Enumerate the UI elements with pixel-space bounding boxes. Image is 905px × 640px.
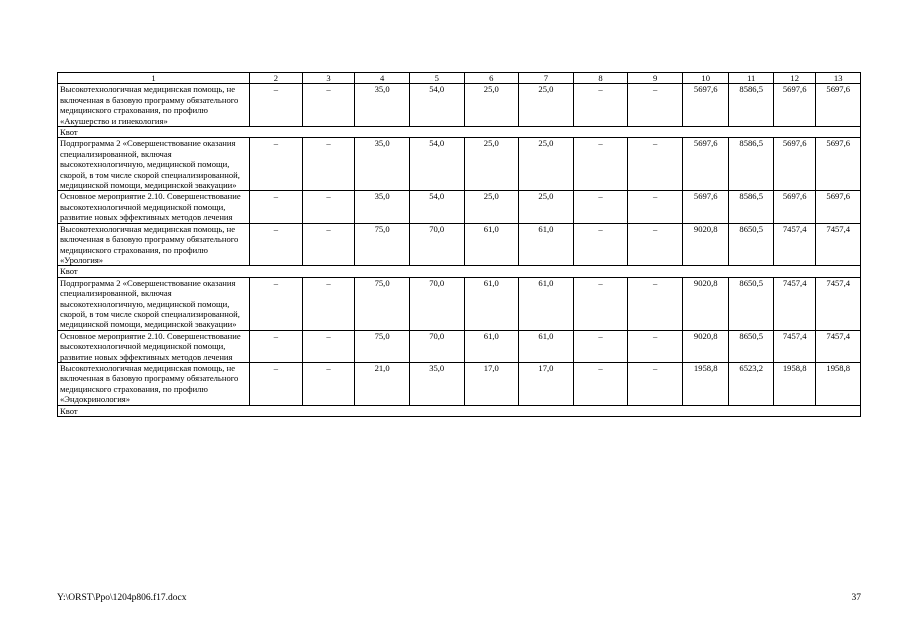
table-cell: 5697,6 [773, 138, 815, 191]
column-header: 10 [682, 73, 729, 84]
table-cell: – [573, 84, 628, 127]
table-row [58, 223, 861, 266]
table-cell: 7457,4 [816, 277, 861, 330]
table-cell: – [302, 330, 355, 362]
table-cell: 5697,6 [816, 191, 861, 223]
table-cell: – [573, 362, 628, 405]
table-cell: 9020,8 [682, 223, 729, 266]
table-cell: – [302, 277, 355, 330]
table-cell: 75,0 [355, 277, 410, 330]
table-cell: 61,0 [464, 223, 519, 266]
table-cell: 35,0 [355, 138, 410, 191]
table-row [58, 362, 861, 405]
table-cell: – [250, 84, 303, 127]
table-cell: 61,0 [519, 277, 574, 330]
table-row [58, 191, 861, 223]
table-cell: 9020,8 [682, 330, 729, 362]
unit-row [58, 405, 861, 416]
table-cell: 70,0 [409, 277, 464, 330]
column-header: 11 [729, 73, 773, 84]
table-cell: – [302, 84, 355, 127]
table-cell: – [302, 138, 355, 191]
column-header: 2 [250, 73, 303, 84]
table-cell: – [628, 191, 683, 223]
table-row [58, 277, 861, 330]
table-cell: – [573, 138, 628, 191]
table-cell: 5697,6 [682, 84, 729, 127]
table-cell: 17,0 [464, 362, 519, 405]
table-cell: – [250, 277, 303, 330]
table-cell: 25,0 [464, 84, 519, 127]
table-cell: 75,0 [355, 223, 410, 266]
table-body [58, 73, 861, 417]
table-cell: – [250, 362, 303, 405]
unit-label: Квот [58, 127, 861, 138]
table-cell: 8586,5 [729, 191, 773, 223]
table-row [58, 84, 861, 127]
table-cell: 7457,4 [816, 330, 861, 362]
row-name: Высокотехнологичная медицинская помощь, не включенная в базовую программу обязательного медицинского страхования, по профилю «Акушерство и гинекология» [58, 84, 250, 127]
column-header: 13 [816, 73, 861, 84]
table-cell: 9020,8 [682, 277, 729, 330]
footer-file-path: Y:\ORST\Ppo\1204p806.f17.docx [57, 593, 187, 603]
row-name: Подпрограмма 2 «Совершенствование оказания специализированной, включая высокотехнологичную, медицинской помощи, скорой, в том числе скорой специализированной, медицинской помощи, медицинской эвакуации» [58, 277, 250, 330]
table-cell: – [628, 362, 683, 405]
table-cell: 8586,5 [729, 84, 773, 127]
table-cell: 1958,8 [682, 362, 729, 405]
table-cell: 5697,6 [816, 84, 861, 127]
table-cell: 54,0 [409, 191, 464, 223]
table-cell: 35,0 [355, 84, 410, 127]
table-cell: – [628, 84, 683, 127]
table-cell: 1958,8 [816, 362, 861, 405]
column-header: 3 [302, 73, 355, 84]
table-cell: – [302, 362, 355, 405]
column-header: 7 [519, 73, 574, 84]
table-cell: 25,0 [519, 191, 574, 223]
unit-row [58, 127, 861, 138]
table-cell: 17,0 [519, 362, 574, 405]
table-cell: 8650,5 [729, 277, 773, 330]
column-header: 4 [355, 73, 410, 84]
table-cell: 5697,6 [773, 191, 815, 223]
table-cell: 75,0 [355, 330, 410, 362]
table-cell: – [628, 330, 683, 362]
row-name: Основное мероприятие 2.10. Совершенствование высокотехнологичной медицинской помощи, развитие новых эффективных методов лечения [58, 191, 250, 223]
column-header: 5 [409, 73, 464, 84]
column-header: 8 [573, 73, 628, 84]
table-cell: 5697,6 [816, 138, 861, 191]
table-cell: 25,0 [464, 138, 519, 191]
column-header: 6 [464, 73, 519, 84]
table-cell: 7457,4 [773, 223, 815, 266]
unit-label: Квот [58, 405, 861, 416]
header-row [58, 73, 861, 84]
table-cell: – [628, 223, 683, 266]
table-cell: 5697,6 [682, 138, 729, 191]
table-cell: 61,0 [464, 277, 519, 330]
table-cell: 25,0 [519, 138, 574, 191]
table-cell: 5697,6 [773, 84, 815, 127]
table-cell: 61,0 [519, 330, 574, 362]
table-cell: – [573, 223, 628, 266]
table-cell: 25,0 [464, 191, 519, 223]
table-cell: 61,0 [464, 330, 519, 362]
unit-row [58, 266, 861, 277]
table-row [58, 330, 861, 362]
table-cell: 7457,4 [816, 223, 861, 266]
table-cell: 7457,4 [773, 277, 815, 330]
table-cell: – [250, 138, 303, 191]
table-cell: 54,0 [409, 138, 464, 191]
table-cell: 5697,6 [682, 191, 729, 223]
table-cell: 70,0 [409, 223, 464, 266]
column-header: 1 [58, 73, 250, 84]
table-cell: – [573, 277, 628, 330]
row-name: Подпрограмма 2 «Совершенствование оказания специализированной, включая высокотехнологичную, медицинской помощи, скорой, в том числе скорой специализированной, медицинской помощи, медицинской эвакуации» [58, 138, 250, 191]
table-cell: – [573, 191, 628, 223]
table-cell: 8650,5 [729, 223, 773, 266]
table-cell: – [628, 138, 683, 191]
table-row [58, 138, 861, 191]
row-name: Высокотехнологичная медицинская помощь, не включенная в базовую программу обязательного медицинского страхования, по профилю «Урология» [58, 223, 250, 266]
table-cell: 8650,5 [729, 330, 773, 362]
table-cell: 25,0 [519, 84, 574, 127]
table-cell: 8586,5 [729, 138, 773, 191]
table-cell: – [573, 330, 628, 362]
table-cell: 21,0 [355, 362, 410, 405]
table-cell: – [302, 223, 355, 266]
page-number: 37 [851, 593, 861, 603]
table-cell: – [250, 191, 303, 223]
unit-label: Квот [58, 266, 861, 277]
table-cell: 70,0 [409, 330, 464, 362]
row-name: Высокотехнологичная медицинская помощь, не включенная в базовую программу обязательного медицинского страхования, по профилю «Эндокринология» [58, 362, 250, 405]
table-cell: 1958,8 [773, 362, 815, 405]
table-cell: – [628, 277, 683, 330]
table-cell: – [302, 191, 355, 223]
table-cell: 35,0 [409, 362, 464, 405]
table-cell: 35,0 [355, 191, 410, 223]
table-cell: – [250, 330, 303, 362]
table-cell: 61,0 [519, 223, 574, 266]
table-cell: 7457,4 [773, 330, 815, 362]
column-header: 9 [628, 73, 683, 84]
row-name: Основное мероприятие 2.10. Совершенствование высокотехнологичной медицинской помощи, развитие новых эффективных методов лечения [58, 330, 250, 362]
table-cell: 6523,2 [729, 362, 773, 405]
table-cell: – [250, 223, 303, 266]
data-table [57, 72, 861, 417]
column-header: 12 [773, 73, 815, 84]
table-cell: 54,0 [409, 84, 464, 127]
